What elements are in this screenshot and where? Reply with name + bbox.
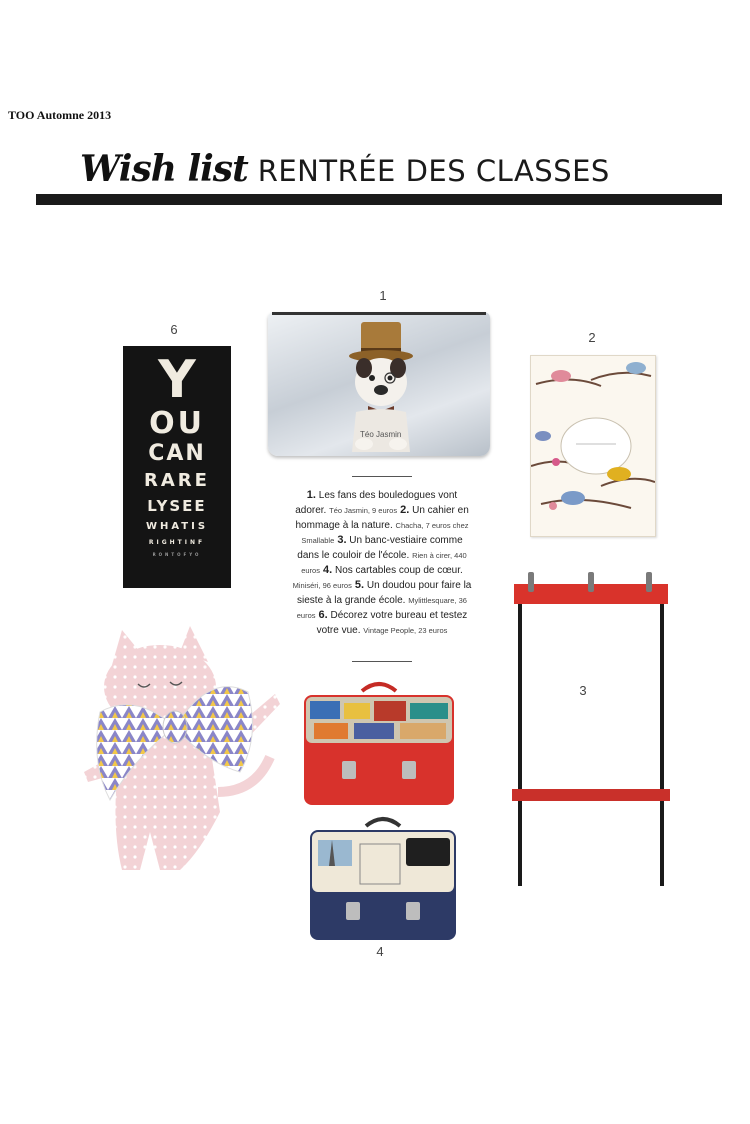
coat-hook-icon: [528, 572, 534, 592]
page-title: [80, 148, 610, 190]
coat-hook-icon: [588, 572, 594, 592]
bulldog-pouch: [268, 312, 490, 456]
eye-chart-line: CAN: [148, 441, 206, 466]
caption-rule-bottom: [352, 661, 412, 662]
bench-leg: [518, 604, 522, 886]
pouch-brand-label: Téo Jasmin: [360, 430, 402, 439]
caption-price: Téo Jasmin, 9 euros: [329, 506, 398, 515]
caption-price: Mylittlesquare, 36 euros: [296, 596, 467, 620]
eye-chart-line: Y: [158, 350, 196, 410]
eye-chart-line: WHATIS: [145, 521, 209, 532]
caption-price: Rien à cirer, 440 euros: [301, 551, 467, 575]
caption-text: Un banc-vestiaire comme dans le couloir de l'école.: [297, 535, 463, 561]
eye-chart-line: RARE: [144, 470, 210, 491]
product-caption: [290, 488, 474, 638]
caption-number: 3.: [334, 534, 347, 546]
cat-plush-toy: [80, 622, 280, 880]
caption-number: 4.: [319, 564, 333, 576]
caption-text: Un doudou pour faire la sieste à la grande école.: [297, 580, 472, 606]
bird-notebook: [530, 355, 656, 537]
item-number-6: 6: [170, 322, 178, 337]
caption-number: 2.: [397, 504, 410, 516]
caption-text: Nos cartables coup de cœur.: [332, 565, 463, 576]
item-number-4: 4: [376, 944, 384, 959]
bench-seat: [512, 789, 670, 801]
eye-chart-line: OU: [149, 406, 205, 441]
eye-chart-line: RONTOFYO: [152, 552, 202, 557]
title-wish-list: Wish list: [80, 148, 248, 190]
caption-price: Vintage People, 23 euros: [363, 626, 448, 635]
eye-chart-line: RIGHTINF: [148, 539, 206, 546]
bench-leg: [660, 604, 664, 886]
caption-price: Chacha, 7 euros chez Smallable: [301, 521, 469, 545]
item-number-2: 2: [588, 330, 596, 345]
eye-chart-line: LYSEE: [147, 497, 207, 515]
title-rentree: RENTRÉE DES CLASSES: [257, 154, 610, 188]
caption-text: Les fans des bouledogues vont adorer.: [295, 490, 458, 516]
item-number-3: 3: [579, 683, 587, 698]
caption-number: 1.: [306, 489, 316, 501]
caption-text: Décorez votre bureau et testez votre vue.: [316, 610, 468, 636]
caption-price: Miniséri, 96 euros: [292, 581, 352, 590]
magazine-source: TOO Automne 2013: [8, 108, 112, 122]
coat-hook-icon: [646, 572, 652, 592]
caption-number: 5.: [351, 579, 365, 591]
caption-text: Un cahier en hommage à la nature.: [295, 505, 469, 531]
eye-chart-poster: [123, 346, 231, 588]
caption-number: 6.: [315, 609, 328, 621]
schoolbag-red: [304, 681, 454, 805]
caption-rule-top: [352, 476, 412, 477]
item-number-1: 1: [379, 288, 387, 303]
bird-illustration: [531, 356, 655, 536]
schoolbag-navy: [310, 816, 456, 940]
title-rule: [36, 194, 722, 205]
